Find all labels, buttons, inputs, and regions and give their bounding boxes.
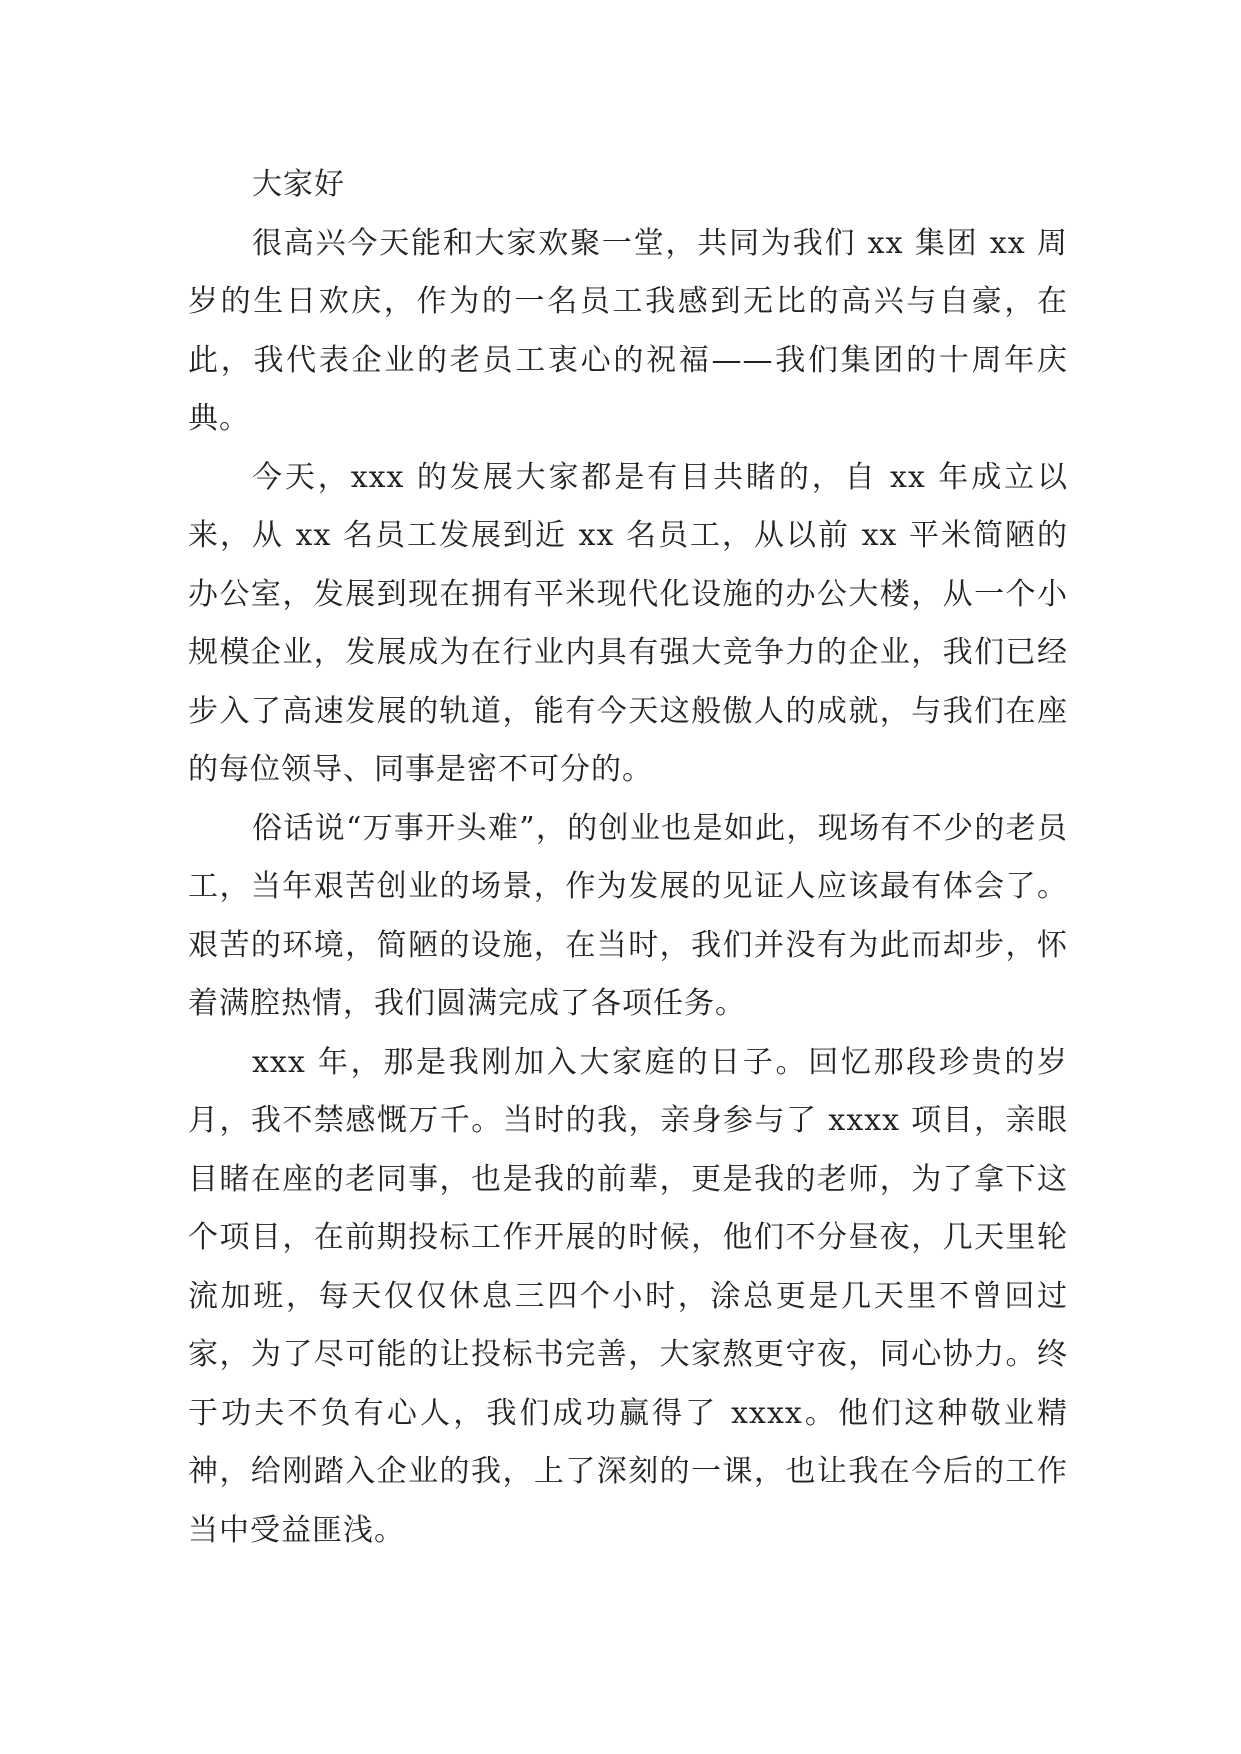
paragraph-memory: xxx 年，那是我刚加入大家庭的日子。回忆那段珍贵的岁月，我不禁感慨万千。当时的我，亲身参与了 xxxx 项目，亲眼目睹在座的老同事，也是我的前辈，更是我的老师，为了拿下这个项目，在前期投标工作开展的时候，他们不分昼夜，几天里轮流加班，每天仅仅休息三四个小时，涂总更是几天里不曾回过家，为了尽可能的让投标书完善，大家熬更守夜，同心协力。终于功夫不负有心人，我们成功赢得了 xxxx。他们这种敬业精神，给刚踏入企业的我，上了深刻的一课，也让我在今后的工作当中受益匪浅。 bbox=[188, 1044, 1068, 1548]
paragraph-opening: 很高兴今天能和大家欢聚一堂，共同为我们 xx 集团 xx 周岁的生日欢庆，作为的一名员工我感到无比的高兴与自豪，在此，我代表企业的老员工衷心的祝福——我们集团的十周年庆典。 bbox=[188, 225, 1068, 436]
greeting-paragraph: 大家好 bbox=[252, 167, 345, 202]
paragraph-development: 今天，xxx 的发展大家都是有目共睹的，自 xx 年成立以来，从 xx 名员工发展到近 xx 名员工，从以前 xx 平米简陋的办公室，发展到现在拥有平米现代化设施的办公大楼，从一个小规模企业，发展成为在行业内具有强大竞争力的企业，我们已经步入了高速发展的轨道，能有今天这般傲人的成就，与我们在座的每位领导、同事是密不可分的。 bbox=[188, 459, 1068, 787]
document-body bbox=[188, 156, 1068, 1560]
paragraph-startup: 俗话说“万事开头难”，的创业也是如此，现场有不少的老员工，当年艰苦创业的场景，作为发展的见证人应该最有体会了。艰苦的环境，简陋的设施，在当时，我们并没有为此而却步，怀着满腔热情，我们圆满完成了各项任务。 bbox=[188, 810, 1068, 1021]
